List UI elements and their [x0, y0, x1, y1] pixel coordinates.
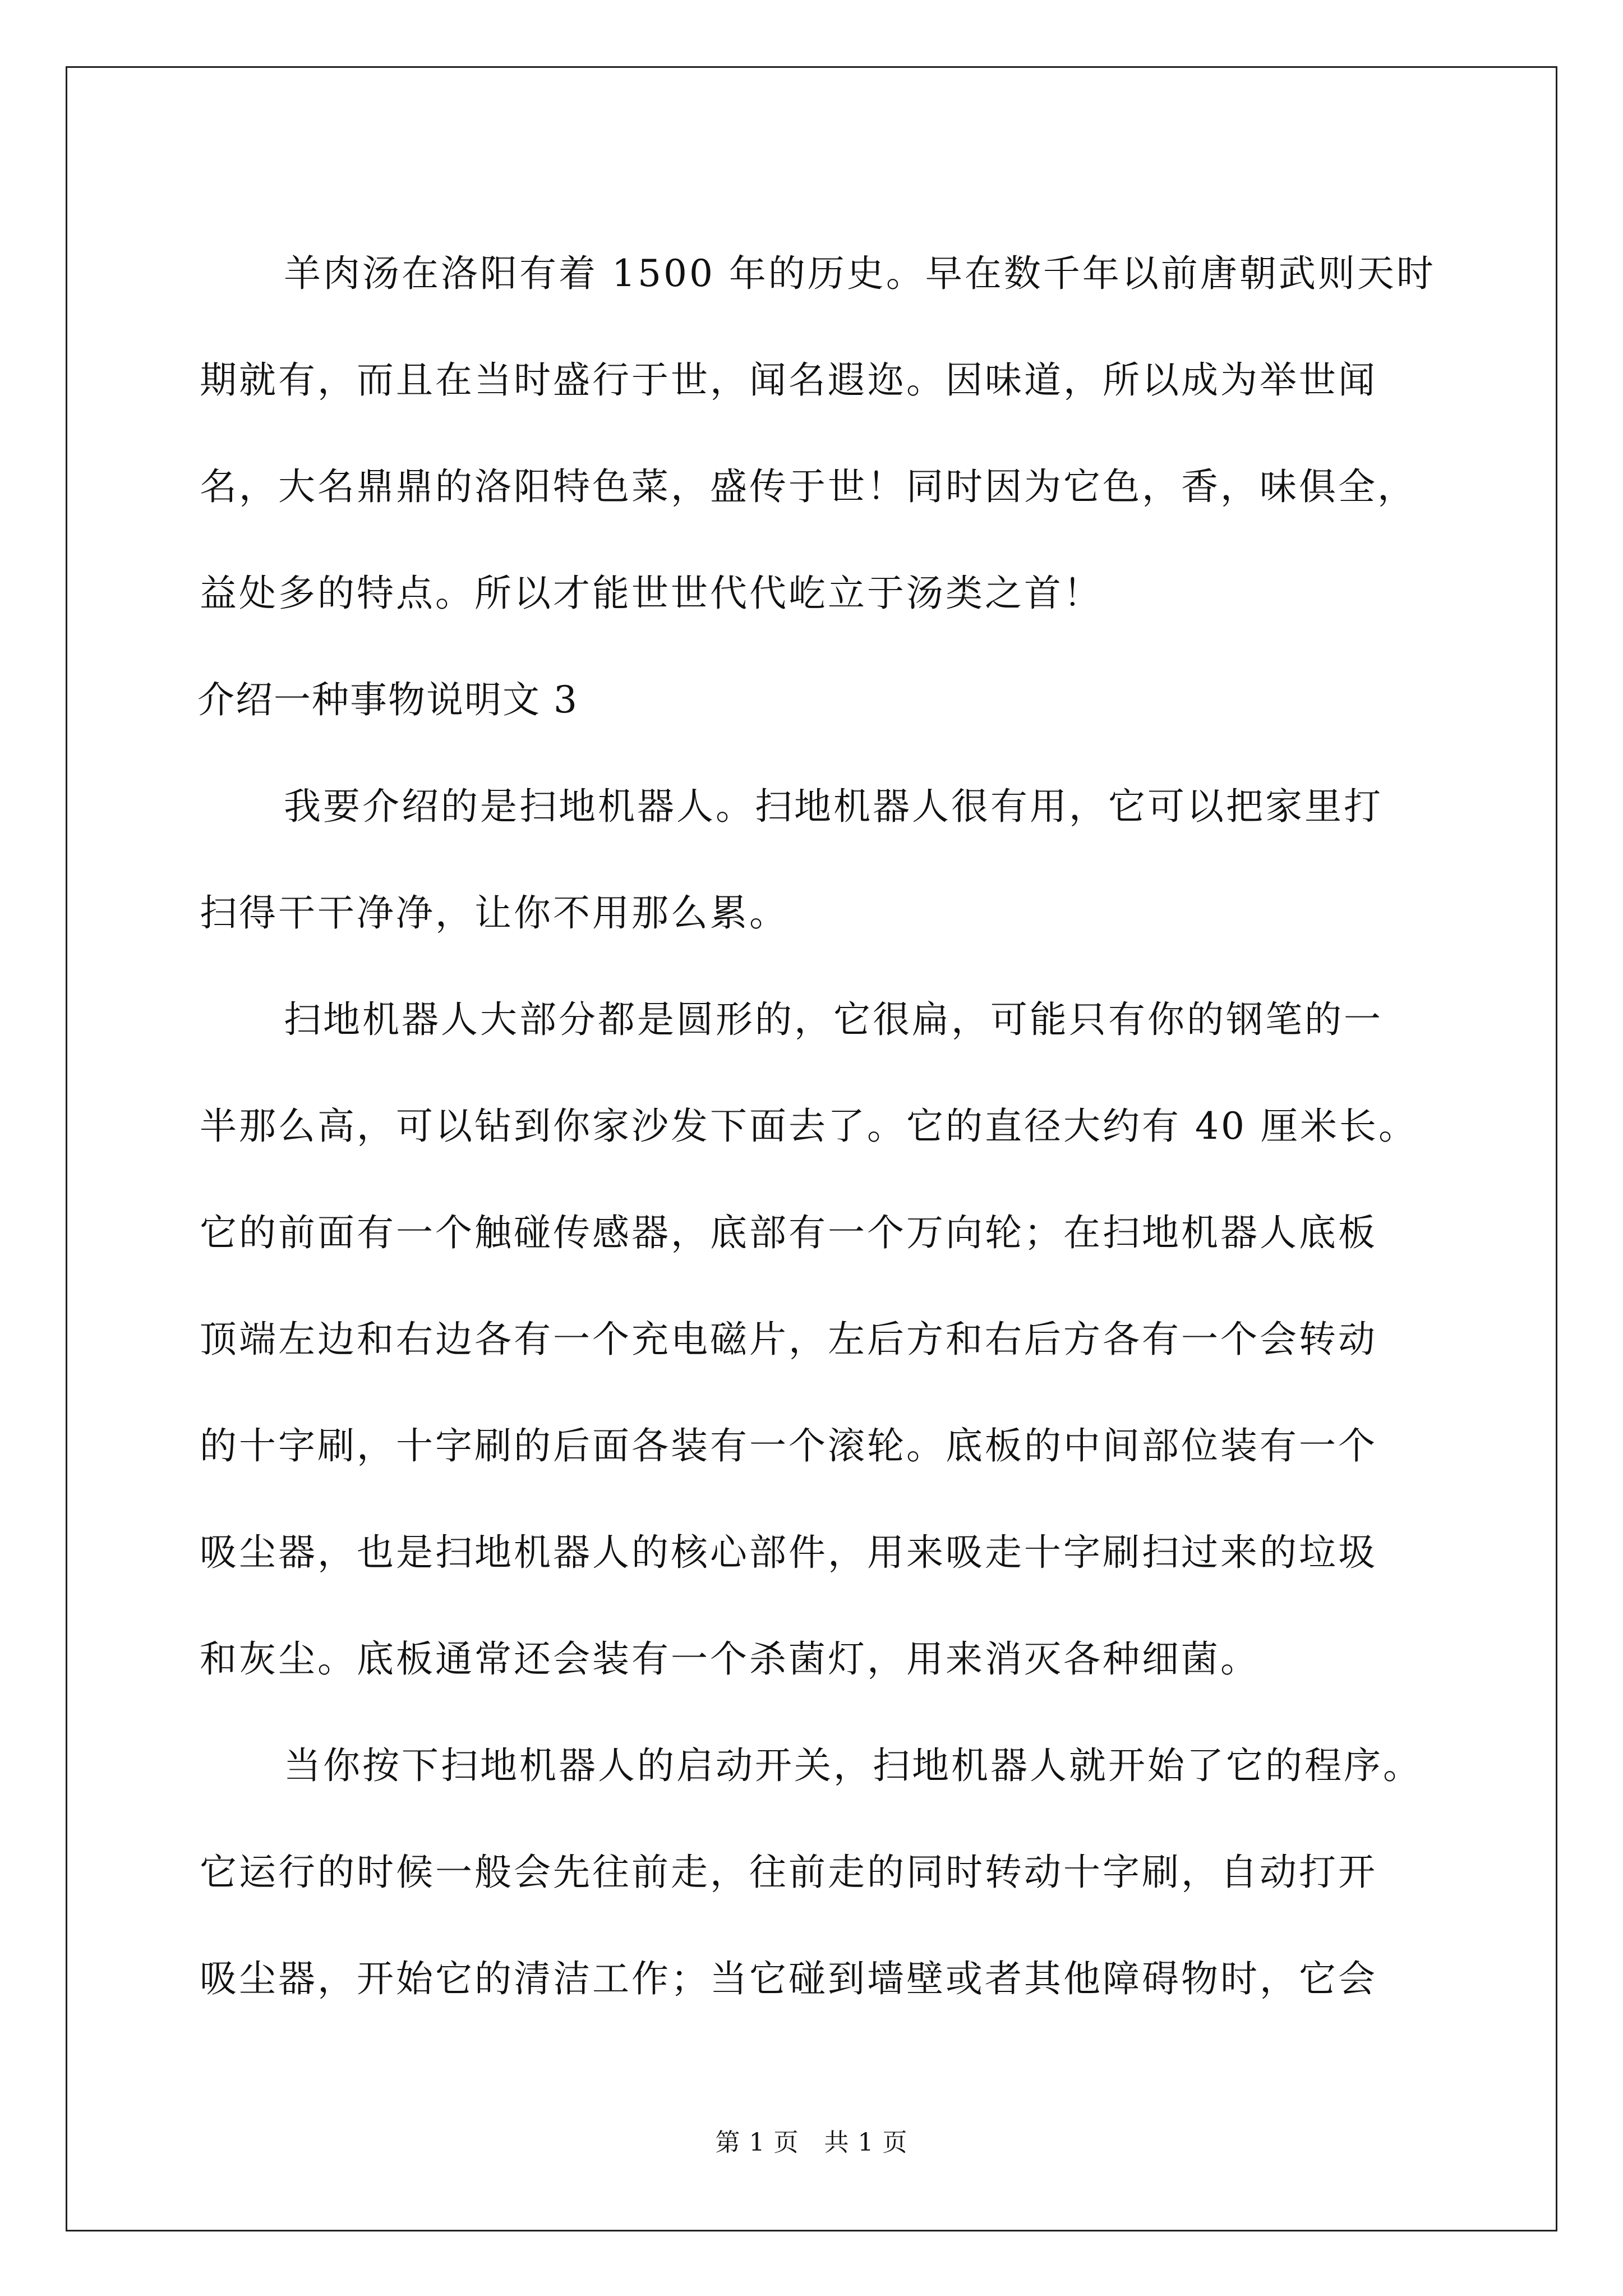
paragraph-3-line-1: 扫地机器人大部分都是圆形的，它很扁，可能只有你的钢笔的一	[284, 998, 1383, 1041]
paragraph-3-line-7: 和灰尘。底板通常还会装有一个杀菌灯，用来消灭各种细菌。	[200, 1637, 1260, 1681]
paragraph-1-line-4: 益处多的特点。所以才能世世代代屹立于汤类之首！	[200, 572, 1103, 615]
paragraph-3-line-2: 半那么高，可以钻到你家沙发下面去了。它的直径大约有 40 厘米长。	[200, 1105, 1418, 1148]
paragraph-1-line-2: 期就有，而且在当时盛行于世，闻名遐迩。因味道，所以成为举世闻	[200, 358, 1377, 402]
page-number-footer: 第 1 页 共 1 页	[715, 2128, 908, 2157]
paragraph-3-line-3: 它的前面有一个触碰传感器，底部有一个万向轮；在扫地机器人底板	[200, 1211, 1377, 1254]
paragraph-2-line-1: 我要介绍的是扫地机器人。扫地机器人很有用，它可以把家里打	[284, 785, 1383, 828]
paragraph-4-line-3: 吸尘器，开始它的清洁工作；当它碰到墙壁或者其他障碍物时，它会	[200, 1957, 1377, 2000]
paragraph-4-line-2: 它运行的时候一般会先往前走，往前走的同时转动十字刷，自动打开	[200, 1851, 1377, 1894]
paragraph-4-line-1: 当你按下扫地机器人的启动开关，扫地机器人就开始了它的程序。	[284, 1744, 1422, 1787]
paragraph-1-line-3: 名，大名鼎鼎的洛阳特色菜，盛传于世！同时因为它色，香，味俱全，	[200, 465, 1417, 508]
section-heading: 介绍一种事物说明文 3	[197, 678, 578, 721]
paragraph-3-line-4: 顶端左边和右边各有一个充电磁片，左后方和右后方各有一个会转动	[200, 1318, 1377, 1361]
document-body	[197, 220, 1436, 2032]
paragraph-1-line-1: 羊肉汤在洛阳有着 1500 年的历史。早在数千年以前唐朝武则天时	[284, 252, 1436, 295]
paragraph-2-line-2: 扫得干干净净，让你不用那么累。	[200, 891, 789, 935]
paragraph-3-line-6: 吸尘器，也是扫地机器人的核心部件，用来吸走十字刷扫过来的垃圾	[200, 1531, 1377, 1574]
paragraph-3-line-5: 的十字刷，十字刷的后面各装有一个滚轮。底板的中间部位装有一个	[200, 1424, 1377, 1467]
